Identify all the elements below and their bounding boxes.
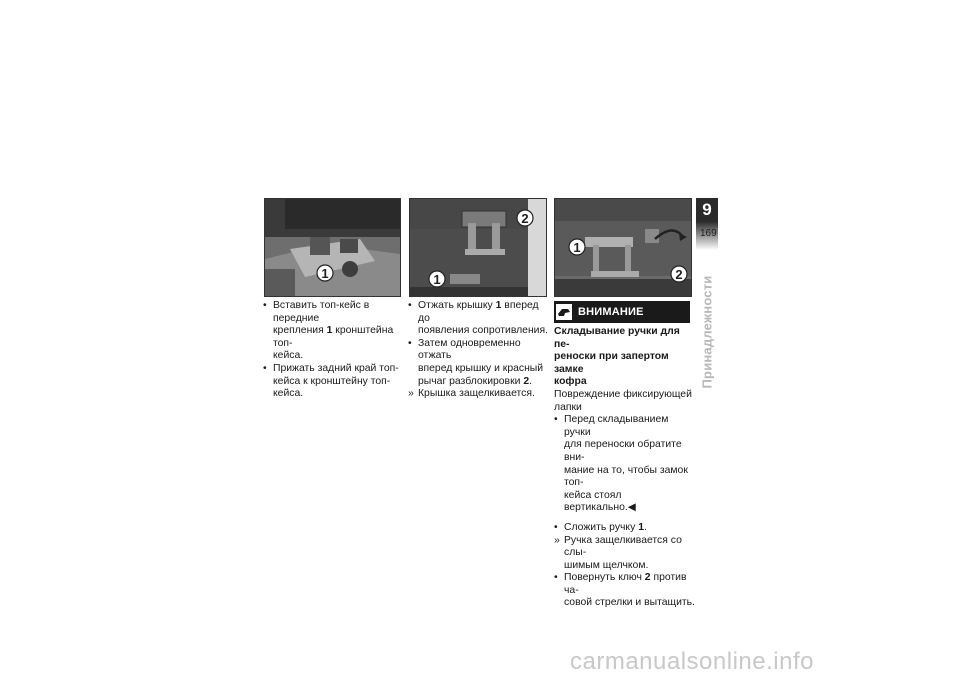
- end-mark-icon: ◀: [627, 502, 636, 514]
- bullet-item: • Перед складыванием ручки для переноски обратите вни- мание на то, чтобы замок топ- кейса стоял вертикально.◀: [554, 414, 688, 514]
- column-2-text: [408, 300, 548, 401]
- bullet-item: • Вставить топ-кейс в передние крепления 1 кронштейна топ- кейса.: [263, 300, 394, 362]
- chapter-number: 9: [702, 200, 712, 219]
- warning-bar: [554, 301, 690, 323]
- svg-text:2: 2: [675, 267, 683, 282]
- callout-1: [569, 239, 585, 255]
- warning-heading: Складывание ручки для пе- реноски при запертом замке кофра: [554, 326, 680, 388]
- svg-text:1: 1: [433, 272, 441, 287]
- column-1-text: [263, 300, 403, 401]
- svg-text:1: 1: [573, 240, 581, 255]
- bullet-item: • Затем одновременно отжать вперед крышку и красный рычаг разблокировки 2.: [408, 337, 544, 387]
- bullet-item: • Повернуть ключ 2 против ча- совой стрелки и вытащить.: [554, 572, 695, 609]
- result-item: » Ручка защелкивается со слы- шимым щелчком.: [554, 534, 682, 571]
- figure-3-photo: [554, 198, 692, 297]
- callout-1: [429, 271, 445, 287]
- callout-1: [317, 265, 333, 281]
- svg-text:2: 2: [521, 211, 529, 226]
- figure-2-photo: [409, 198, 547, 297]
- chapter-title: Принадлежности: [699, 275, 715, 388]
- page-number: 169: [700, 228, 717, 239]
- svg-text:1: 1: [321, 266, 329, 281]
- bullet-item: • Сложить ручку 1.: [554, 521, 647, 533]
- bullet-item: • Прижать задний край топ- кейса к кронштейну топ- кейса.: [263, 362, 399, 400]
- warning-intro: Повреждение фиксирующей лапки: [554, 388, 692, 413]
- chapter-tab: [696, 198, 718, 250]
- bullet-item: • Отжать крышку 1 вперед до появления сопротивления.: [408, 300, 548, 337]
- callout-2: [671, 266, 687, 282]
- warning-label: ВНИМАНИЕ: [578, 306, 644, 318]
- figure-1-photo: [264, 198, 401, 297]
- watermark: carmanualsonline.info: [570, 648, 814, 675]
- column-3-text: [554, 326, 696, 610]
- warning-hand-icon: [556, 304, 572, 320]
- callout-2: [517, 210, 533, 226]
- result-item: » Крышка защелкивается.: [408, 388, 535, 400]
